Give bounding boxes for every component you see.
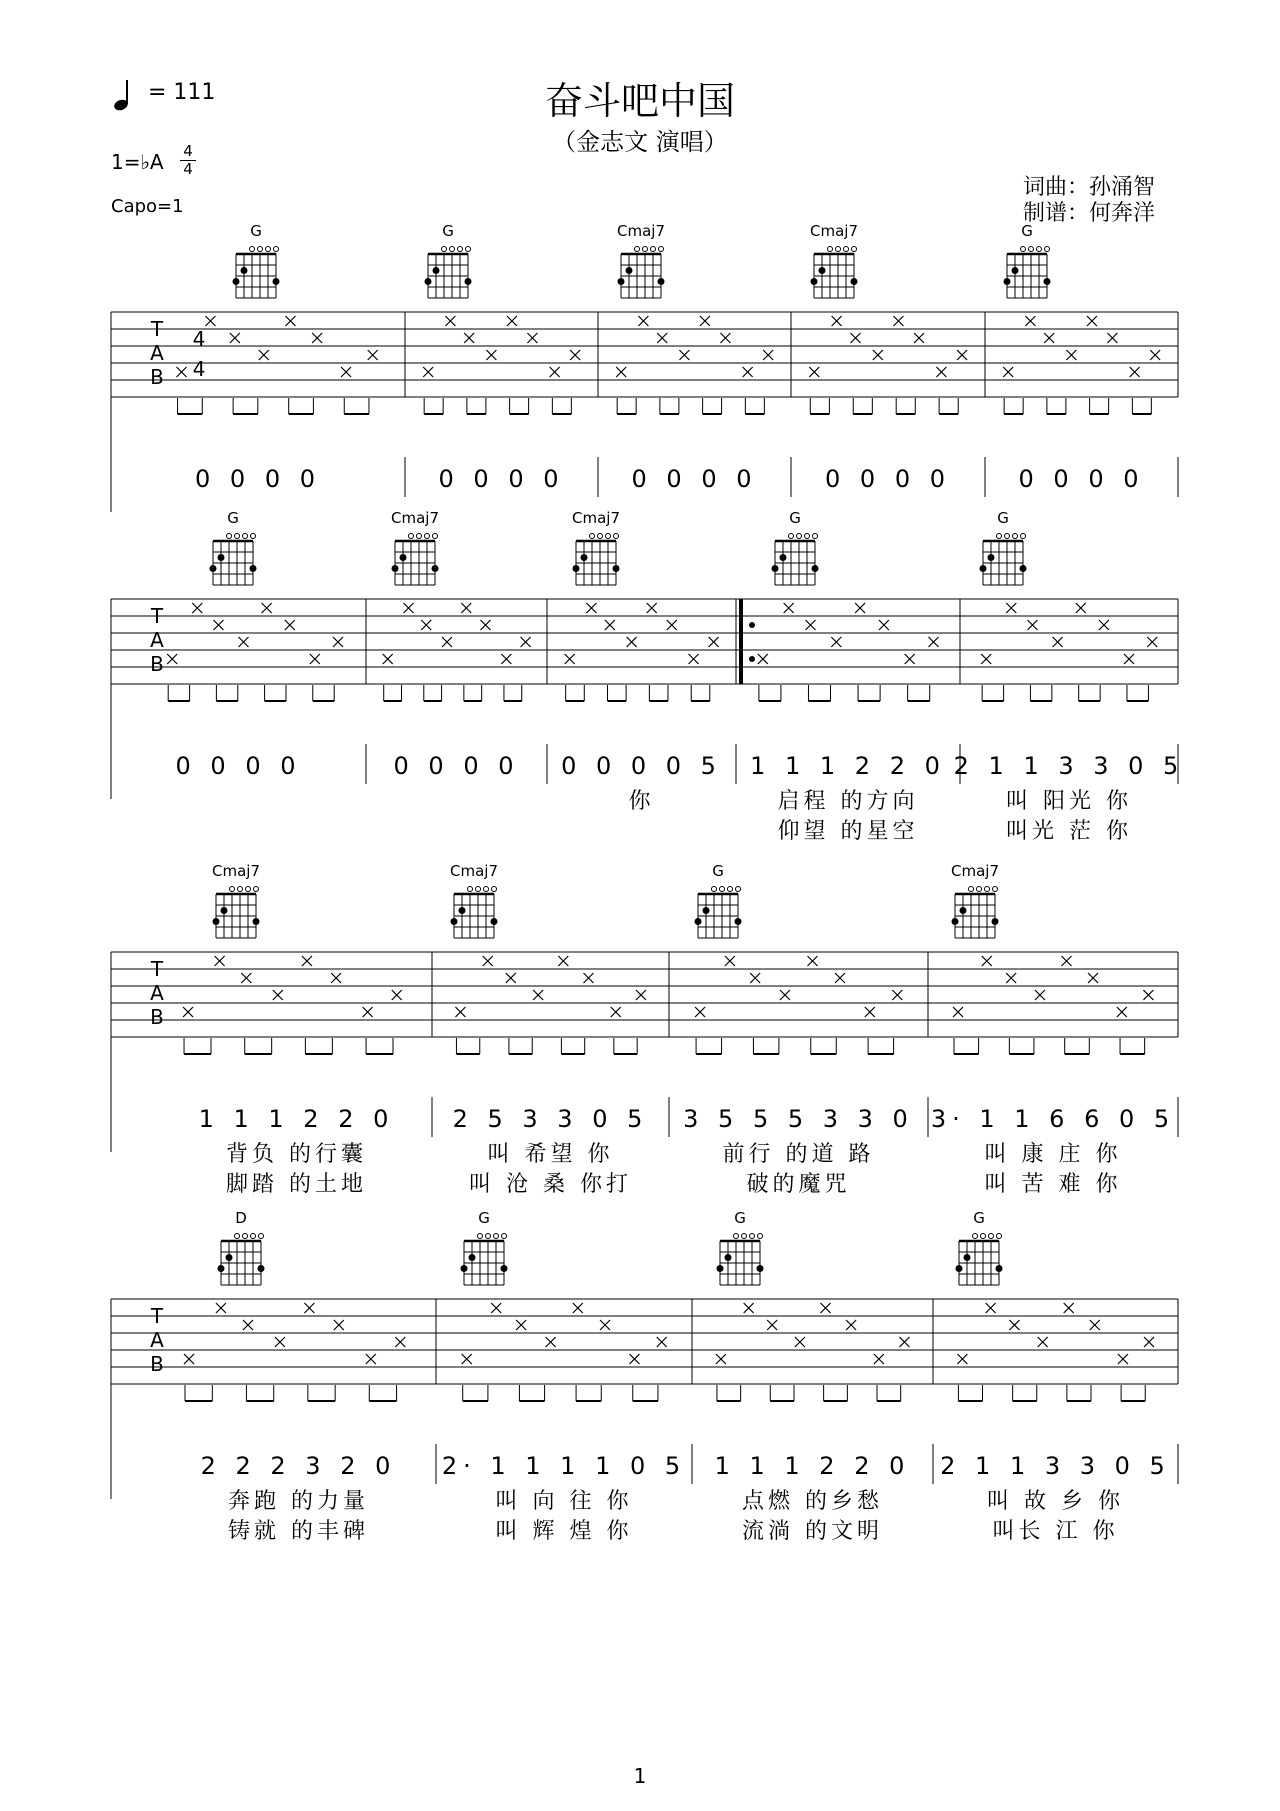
chord-name: D [235,1209,247,1227]
chord-diagram [425,222,472,298]
tab-clef-letter: A [150,341,164,365]
song-title: 奋斗吧中国 [544,79,735,123]
chord-diagram [233,222,280,298]
lyric-line: 启程 的方向 [777,789,919,814]
jianpu-measure: 2 2 2 3 2 0 [200,1452,397,1480]
lyric-line: 脚踏 的土地 [226,1172,367,1197]
jianpu-measure: 0 0 0 0 [631,465,758,493]
chord-diagram [1004,222,1051,298]
jianpu-measure: 1 1 1 2 2 0 [750,752,946,780]
lyricist-credit: 词曲：孙涌智 [1023,175,1156,200]
tab-clef-letter: B [150,1005,164,1029]
lyric-line: 仰望 的星空 [777,819,919,844]
jianpu-measure: 1 1 1 2 2 0 [198,1105,395,1133]
lyric-line: 叫 希望 你 [487,1142,614,1167]
chord-name: Cmaj7 [951,862,999,880]
chord-diagram [391,509,439,585]
lyric-line: 铸就 的丰碑 [228,1519,369,1544]
chord-name: Cmaj7 [450,862,498,880]
lyric-line: 叫 阳光 你 [1006,789,1132,814]
lyric-line: 叫 辉 煌 你 [495,1519,633,1544]
tab-clef-letter: B [150,1352,164,1376]
tab-clef-letter: A [150,981,164,1005]
chord-name: Cmaj7 [617,222,665,240]
tab-clef-letter: T [150,1304,164,1328]
jianpu-measure: 0 0 0 0 5 [561,752,722,780]
lyric-line: 奔跑 的力量 [228,1489,369,1514]
lyric-line: 叫长 江 你 [992,1519,1119,1544]
transcriber-credit: 制谱：何奔洋 [1023,201,1156,226]
chord-name: Cmaj7 [810,222,858,240]
jianpu-measure: 3· 1 1 6 6 0 5 [930,1105,1176,1133]
tab-clef-letter: A [150,1328,164,1352]
repeat-dot [749,656,755,662]
chord-name: G [712,862,724,880]
jianpu-measure: 0 0 0 0 [393,752,520,780]
jianpu-measure: 3 5 5 5 3 3 0 [683,1105,914,1133]
capo-label: Capo=1 [111,196,184,217]
tab-system [111,599,1184,844]
tempo-value: = 111 [148,80,216,105]
chord-diagram [695,862,742,938]
time-signature-bottom: 4 [183,160,193,178]
tab-clef-letter: T [150,604,164,628]
song-subtitle: （金志文 演唱） [552,128,728,156]
tab-time-top: 4 [192,327,206,351]
lyric-line: 叫光 茫 你 [1006,819,1132,844]
lyric-line: 背负 的行囊 [226,1142,367,1167]
key-signature: 1=♭A [111,150,164,174]
chord-diagram [617,222,665,298]
chord-diagram [572,509,620,585]
tab-system [111,1299,1178,1544]
repeat-barline [739,599,743,684]
jianpu-measure: 0 0 0 0 [1018,465,1145,493]
chord-name: G [478,1209,490,1227]
chord-diagram [450,862,498,938]
jianpu-measure: 0 0 0 0 [195,465,321,493]
chord-diagram [980,509,1027,585]
chord-name: G [442,222,454,240]
chord-name: Cmaj7 [391,509,439,527]
tab-clef-letter: A [150,628,164,652]
chord-diagram [210,509,257,585]
tab-clef-letter: T [150,957,164,981]
tab-system [111,312,1178,512]
tab-clef-letter: T [150,317,164,341]
jianpu-measure: 0 0 0 0 [825,465,951,493]
chord-diagram [772,509,819,585]
page-number: 1 [633,1764,647,1788]
chord-name: G [734,1209,746,1227]
lyric-line: 叫 康 庄 你 [984,1142,1122,1167]
chord-name: G [250,222,262,240]
chord-name: G [789,509,801,527]
repeat-dot [749,622,755,628]
lyric-line: 叫 沧 桑 你打 [469,1172,632,1197]
jianpu-measure: 2 1 1 3 3 0 5 [953,752,1185,780]
jianpu-measure: 2 1 1 3 3 0 5 [940,1452,1171,1480]
chord-diagram [461,1209,508,1285]
chord-diagram [218,1209,265,1285]
jianpu-measure: 2 5 3 3 0 5 [452,1105,649,1133]
chord-name: Cmaj7 [572,509,620,527]
chord-diagram [717,1209,764,1285]
lyric-line: 前行 的道 路 [722,1142,875,1167]
jianpu-measure: 1 1 1 2 2 0 [714,1452,911,1480]
lyric-line: 流淌 的文明 [742,1519,883,1544]
chord-diagram [212,862,260,938]
chord-name: G [1021,222,1033,240]
time-signature-top: 4 [183,142,193,160]
chord-name: Cmaj7 [212,862,260,880]
lyric-line: 点燃 的乡愁 [742,1489,883,1514]
chord-name: G [227,509,239,527]
jianpu-measure: 2· 1 1 1 1 0 5 [441,1452,687,1480]
tab-system [111,952,1178,1197]
tab-time-bottom: 4 [192,357,206,381]
lyric-line: 破的魔咒 [746,1172,851,1197]
tab-clef-letter: B [150,365,164,389]
chord-diagram [810,222,858,298]
lyric-line: 叫 故 乡 你 [987,1489,1124,1514]
chord-diagram [956,1209,1003,1285]
jianpu-measure: 0 0 0 0 [175,752,302,780]
chord-diagram [951,862,999,938]
lyric-line: 你 [628,789,655,814]
tab-clef-letter: B [150,652,164,676]
jianpu-measure: 0 0 0 0 [438,465,565,493]
chord-name: G [997,509,1009,527]
lyric-line: 叫 向 往 你 [495,1489,633,1514]
chord-name: G [973,1209,985,1227]
lyric-line: 叫 苦 难 你 [984,1172,1122,1197]
